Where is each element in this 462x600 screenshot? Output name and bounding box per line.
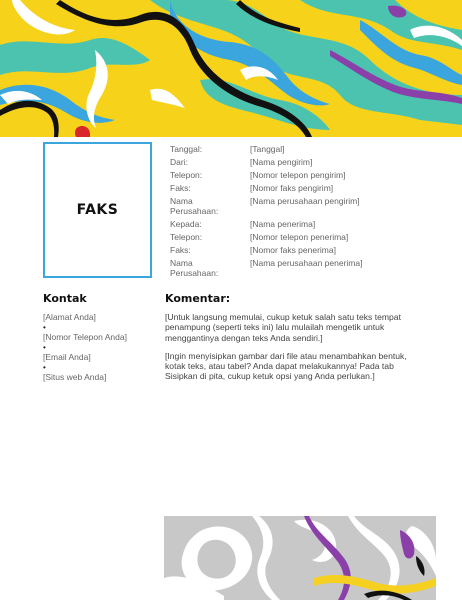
address-field[interactable]: [Alamat Anda] xyxy=(43,312,96,322)
recipient-fax-field[interactable]: [Nomor faks penerima] xyxy=(250,245,336,255)
recipient-phone-field[interactable]: [Nomor telepon penerima] xyxy=(250,232,349,242)
comment-paragraph-2[interactable]: [Ingin menyisipkan gambar dari file atau menambahkan bentuk, kotak teks, atau tabel? Anda dapat melakukannya! Pada tab Sisipkan di pita, cukup ketuk opsi yang Anda perlukan.] xyxy=(165,350,407,382)
fax-title-box xyxy=(43,142,152,278)
field-row-to xyxy=(170,219,440,229)
bullet-separator: • xyxy=(43,363,46,372)
field-label: Dari: xyxy=(170,157,188,167)
fax-details-table xyxy=(170,144,440,278)
field-label: Faks: xyxy=(170,183,191,193)
footer-swirl-art xyxy=(164,516,436,600)
field-label: Telepon: xyxy=(170,232,203,242)
sender-phone-field[interactable]: [Nomor telepon pengirim] xyxy=(250,170,346,180)
field-row-sender-fax xyxy=(170,183,440,193)
field-label: Nama Perusahaan: xyxy=(170,196,219,216)
contact-list xyxy=(43,312,163,383)
email-field[interactable]: [Email Anda] xyxy=(43,352,91,362)
field-row-recipient-fax xyxy=(170,245,440,255)
bullet-separator: • xyxy=(43,323,46,332)
sender-company-field[interactable]: [Nama perusahaan pengirim] xyxy=(250,196,360,206)
field-row-sender-phone xyxy=(170,170,440,180)
header-banner-art xyxy=(0,0,462,137)
field-row-recipient-company xyxy=(170,258,440,278)
comment-body xyxy=(165,312,427,390)
field-label: Kepada: xyxy=(170,219,202,229)
comment-heading: Komentar: xyxy=(165,292,231,305)
footer-art xyxy=(164,516,436,600)
field-row-recipient-phone xyxy=(170,232,440,242)
phone-field[interactable]: [Nomor Telepon Anda] xyxy=(43,332,127,342)
recipient-name-field[interactable]: [Nama penerima] xyxy=(250,219,316,229)
comment-paragraph-1[interactable]: [Untuk langsung memulai, cukup ketuk salah satu teks tempat penampung (seperti teks ini) lalu mulailah mengetik untuk menggantinya dengan teks Anda sendiri.] xyxy=(165,312,401,343)
banner-swirl-art xyxy=(0,0,462,137)
sender-name-field[interactable]: [Nama pengirim] xyxy=(250,157,313,167)
field-label: Faks: xyxy=(170,245,191,255)
field-label: Telepon: xyxy=(170,170,203,180)
field-row-date xyxy=(170,144,440,154)
fax-title: FAKS xyxy=(76,202,119,218)
field-row-sender-company xyxy=(170,196,440,216)
sender-fax-field[interactable]: [Nomor faks pengirim] xyxy=(250,183,334,193)
field-row-from xyxy=(170,157,440,167)
recipient-company-field[interactable]: [Nama perusahaan penerima] xyxy=(250,258,363,268)
website-field[interactable]: [Situs web Anda] xyxy=(43,372,107,382)
field-label: Nama Perusahaan: xyxy=(170,258,219,278)
date-field[interactable]: [Tanggal] xyxy=(250,144,285,154)
contact-heading: Kontak xyxy=(43,292,87,305)
field-label: Tanggal: xyxy=(170,144,203,154)
bullet-separator: • xyxy=(43,343,46,352)
